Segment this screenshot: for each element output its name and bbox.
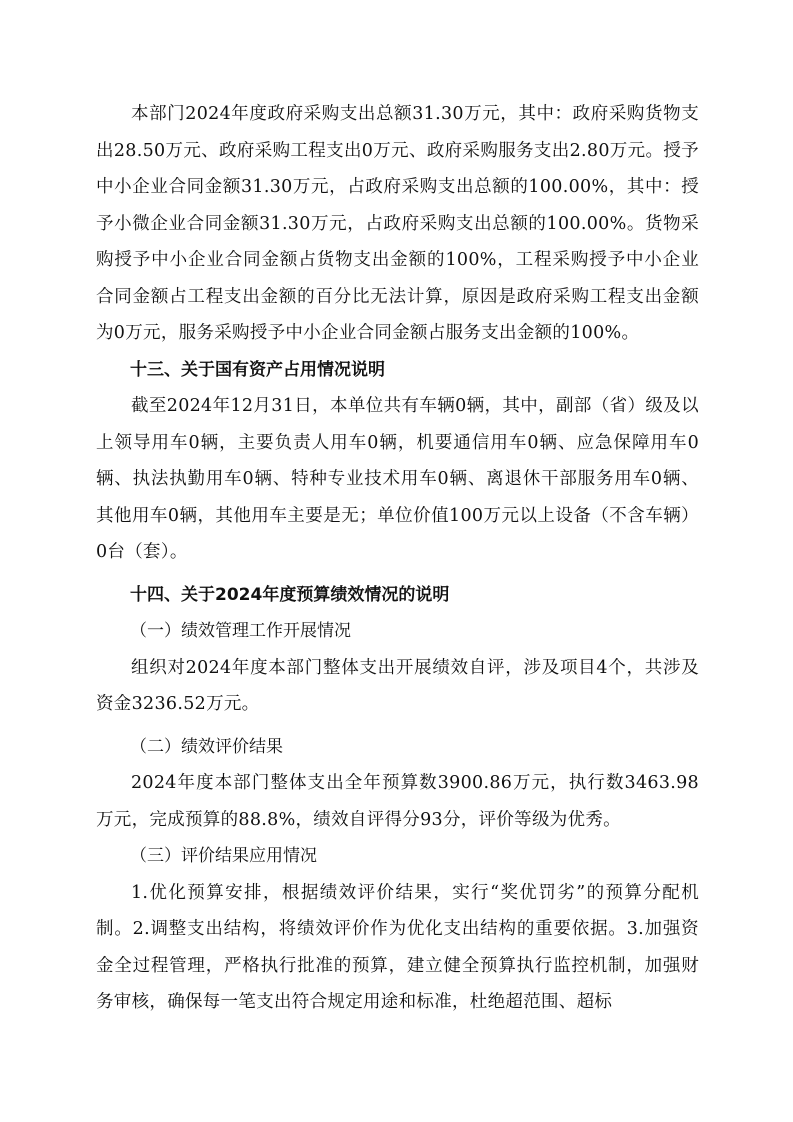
subsection-3-heading: （三）评价结果应用情况 — [130, 846, 317, 866]
subsection-1-heading: （一）绩效管理工作开展情况 — [130, 621, 351, 641]
section-14-heading: 十四、关于2024年度预算绩效情况的说明 — [130, 584, 450, 605]
subsection-2-heading: （二）绩效评价结果 — [130, 736, 283, 757]
procurement-paragraph: 本部门2024年度政府采购支出总额31.30万元，其中：政府采购货物支出28.50万元、政府采购工程支出0万元、政府采购服务支出2.80万元。授予中小企业合同金额31.30万元，占政府采购支出总额的100.00%，其中：授予小微企业合同金额31.30万元，占政府采购支出总额的100.00%。货物采购授予中小企业合同金额占货物支出金额的100%，工程采购授予中小企业合同金额占工程支出金额的百分比无法计算，原因是政府采购工程支出金额为0万元，服务采购授予中小企业合同金额占服务支出金额的100%。 — [96, 104, 699, 343]
document-page — [96, 96, 699, 1021]
section-13-paragraph: 截至2024年12月31日，本单位共有车辆0辆，其中，副部（省）级及以上领导用车0辆，主要负责人用车0辆，机要通信用车0辆、应急保障用车0辆、执法执勤用车0辆、特种专业技术用车0辆、离退休干部服务用车0辆、其他用车0辆，其他用车主要是无；单位价值100万元以上设备（不含车辆）0台（套）。 — [96, 396, 699, 562]
subsection-3-paragraph: 1.优化预算安排，根据绩效评价结果，实行“奖优罚劣”的预算分配机制。2.调整支出结构，将绩效评价作为优化支出结构的重要依据。3.加强资金全过程管理，严格执行批准的预算，建立健全预算执行监控机制，加强财务审核，确保每一笔支出符合规定用途和标准，杜绝超范围、超标 — [96, 882, 699, 1012]
subsection-2-paragraph: 2024年度本部门整体支出全年预算数3900.86万元，执行数3463.98万元，完成预算的88.8%，绩效自评得分93分，评价等级为优秀。 — [96, 773, 699, 830]
subsection-1-paragraph: 组织对2024年度本部门整体支出开展绩效自评，涉及项目4个，共涉及资金3236.52万元。 — [96, 657, 699, 714]
section-13-heading: 十三、关于国有资产占用情况说明 — [130, 359, 385, 380]
